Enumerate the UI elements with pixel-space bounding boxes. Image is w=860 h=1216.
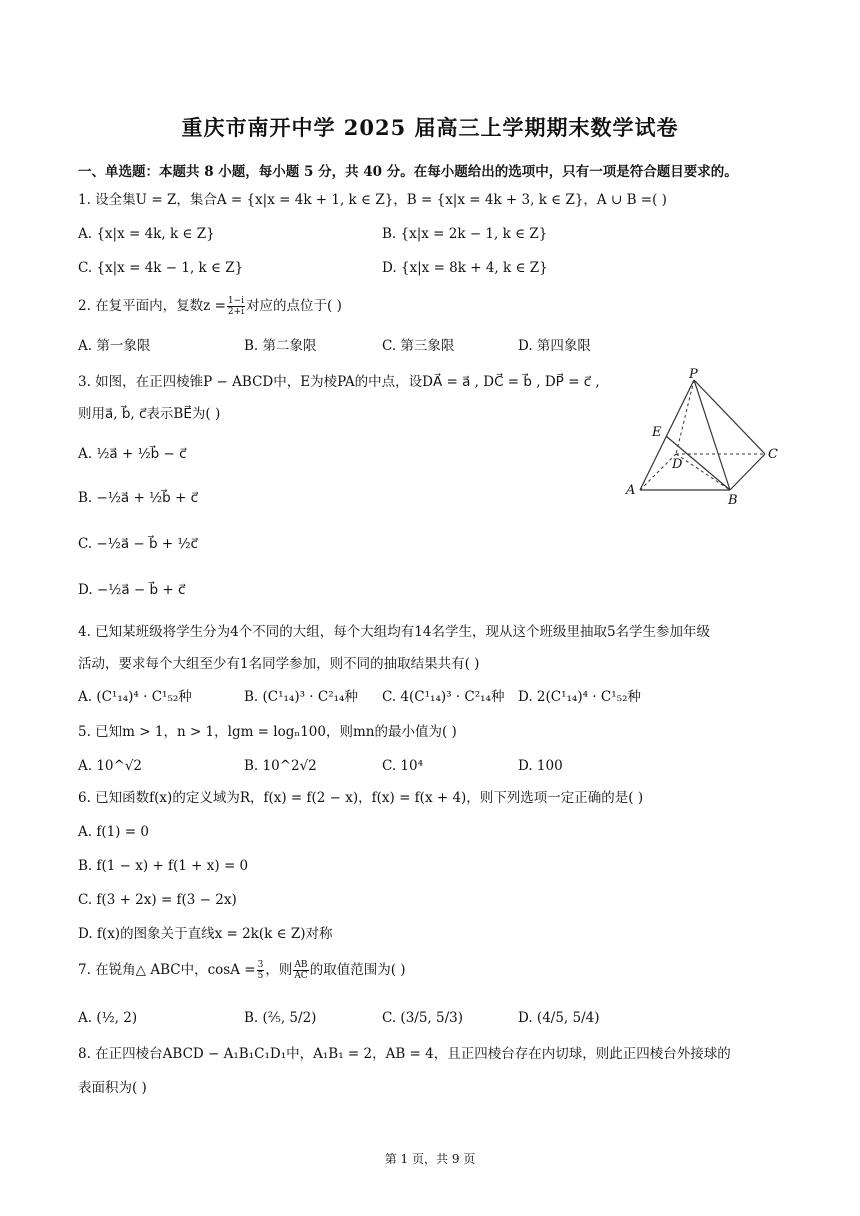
question-1-option-d[interactable]: D. {x|x = 8k + 4, k ∈ Z}: [382, 260, 548, 276]
question-4-option-a[interactable]: A. (C¹₁₄)⁴ · C¹₅₂种: [78, 689, 192, 705]
question-7-option-b[interactable]: B. (⅖, 5/2): [244, 1010, 317, 1026]
question-2-fraction: [227, 296, 245, 317]
question-8-stem-line1: 8. 在正四棱台ABCD − A₁B₁C₁D₁中，A₁B₁ = 2，AB = 4，且正四棱台存在内切球，则此正四棱台外接球的: [78, 1046, 731, 1062]
question-3-option-b[interactable]: B. −½a⃗ + ½b⃗ + c⃗: [78, 490, 199, 506]
fraction-numerator: 1−i: [227, 296, 245, 306]
question-2-stem: [78, 290, 342, 323]
question-3-stem-line1: 3. 如图，在正四棱锥P − ABCD中，E为棱PA的中点，设DA⃗ = a⃗ , DC⃗ = b⃗ , DP⃗ = c⃗ ,: [78, 374, 600, 390]
question-4-stem-line1: 4. 已知某班级将学生分为4个不同的大组，每个大组均有14名学生，现从这个班级里抽取5名学生参加年级: [78, 624, 711, 640]
edge-PD: [676, 380, 694, 454]
edge-BC: [730, 454, 765, 490]
question-6-option-d[interactable]: D. f(x)的图象关于直线x = 2k(k ∈ Z)对称: [78, 926, 333, 942]
question-8-stem-line2: 表面积为( ): [78, 1080, 147, 1096]
question-2-option-a[interactable]: A. 第一象限: [78, 338, 151, 354]
ratio-numerator: AB: [294, 960, 308, 970]
question-1-option-a[interactable]: A. {x|x = 4k, k ∈ Z}: [78, 226, 215, 242]
question-3-stem-line2: 则用a⃗, b⃗, c⃗表示BE⃗为( ): [78, 406, 221, 422]
edge-PC: [694, 380, 765, 454]
question-7-option-d[interactable]: D. (4/5, 5/4): [518, 1010, 600, 1026]
question-5-stem: 5. 已知m > 1，n > 1，lgm = logₙ100，则mn的最小值为( ): [78, 724, 457, 740]
question-2-stem-pre: 2. 在复平面内，复数z =: [78, 298, 226, 314]
ratio-denominator: AC: [294, 971, 308, 981]
question-4-option-b[interactable]: B. (C¹₁₄)³ · C²₁₄种: [244, 689, 358, 705]
label-B: B: [728, 493, 738, 506]
exam-title: 重庆市南开中学 2025 届高三上学期期末数学试卷: [181, 115, 679, 140]
question-2-option-c[interactable]: C. 第三象限: [382, 338, 455, 354]
question-2-option-d[interactable]: D. 第四象限: [518, 338, 591, 354]
question-5-option-d[interactable]: D. 100: [518, 758, 563, 774]
question-5-option-b[interactable]: B. 10^2√2: [244, 758, 317, 774]
pyramid-figure: [620, 366, 790, 506]
question-7-option-c[interactable]: C. (3/5, 5/3): [382, 1010, 463, 1026]
edge-PA: [640, 380, 694, 490]
question-3-option-c[interactable]: C. −½a⃗ − b⃗ + ½c⃗: [78, 536, 198, 552]
question-4-stem-line2: 活动，要求每个大组至少有1名同学参加，则不同的抽取结果共有( ): [78, 656, 480, 672]
question-7-option-a[interactable]: A. (½, 2): [78, 1010, 138, 1026]
question-1-option-b[interactable]: B. {x|x = 2k − 1, k ∈ Z}: [382, 226, 548, 242]
question-2-stem-post: 对应的点位于( ): [246, 298, 342, 314]
edge-AD: [640, 454, 676, 490]
cos-numerator: 3: [257, 960, 264, 970]
question-7-stem-pre: 7. 在锐角△ ABC中，cosA =: [78, 962, 256, 978]
fraction-denominator: 2+i: [227, 307, 245, 317]
question-2-option-b[interactable]: B. 第二象限: [244, 338, 317, 354]
label-D: D: [672, 457, 683, 472]
question-1-option-c[interactable]: C. {x|x = 4k − 1, k ∈ Z}: [78, 260, 244, 276]
page-footer: 第 1 页，共 9 页: [384, 1152, 476, 1166]
question-7-stem: [78, 954, 406, 987]
question-6-option-a[interactable]: A. f(1) = 0: [78, 824, 149, 840]
section-heading: 一、单选题：本题共 8 小题，每小题 5 分，共 40 分。在每小题给出的选项中，只有一项是符合题目要求的。: [78, 164, 738, 180]
question-6-option-b[interactable]: B. f(1 − x) + f(1 + x) = 0: [78, 858, 249, 874]
question-7-stem-mid: ，则: [265, 962, 293, 978]
question-6-stem: 6. 已知函数f(x)的定义域为R，f(x) = f(2 − x)，f(x) = f(x + 4)，则下列选项一定正确的是( ): [78, 790, 644, 806]
label-E: E: [652, 425, 662, 440]
question-7-stem-post: 的取值范围为( ): [309, 962, 406, 978]
question-5-option-a[interactable]: A. 10^√2: [78, 758, 143, 774]
label-A: A: [626, 483, 636, 498]
question-6-option-c[interactable]: C. f(3 + 2x) = f(3 − 2x): [78, 892, 237, 908]
question-3-option-a[interactable]: A. ½a⃗ + ½b⃗ − c⃗: [78, 446, 187, 462]
label-C: C: [768, 447, 778, 462]
question-1-stem: 1. 设全集U = Z，集合A = {x|x = 4k + 1, k ∈ Z}，B = {x|x = 4k + 3, k ∈ Z}，A ∪ B =( ): [78, 192, 667, 208]
cos-fraction: [257, 960, 265, 981]
ratio-fraction: [293, 960, 308, 981]
edge-PB: [694, 380, 730, 490]
question-4-option-c[interactable]: C. 4(C¹₁₄)³ · C²₁₄种: [382, 689, 505, 705]
question-5-option-c[interactable]: C. 10⁴: [382, 758, 424, 774]
question-3-option-d[interactable]: D. −½a⃗ − b⃗ + c⃗: [78, 582, 186, 598]
question-4-option-d[interactable]: D. 2(C¹₁₄)⁴ · C¹₅₂种: [518, 689, 641, 705]
cos-denominator: 5: [257, 971, 264, 981]
label-P: P: [689, 367, 698, 382]
diagonal-DB: [676, 454, 730, 490]
